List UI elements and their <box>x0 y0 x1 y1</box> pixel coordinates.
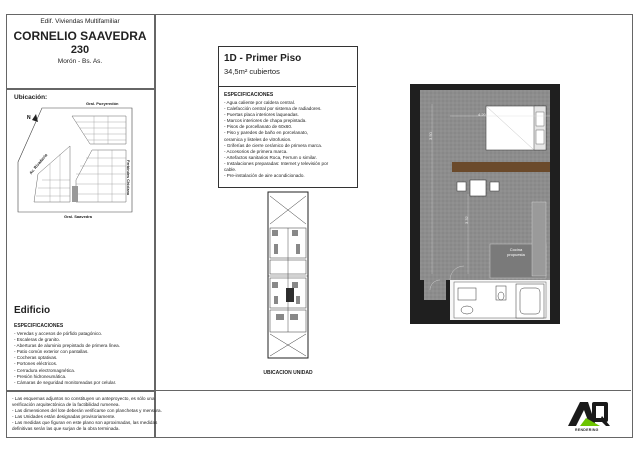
site-plan-caption: UBICACION UNIDAD <box>263 370 313 376</box>
spec-item: - Calefacción central por sistema de radiadores. <box>224 106 322 112</box>
spec-item: - Patio común exterior con pantallas. <box>14 349 89 355</box>
spec-item: - Instalaciones preparadas: Internet y televisión por <box>224 160 329 166</box>
spec-item: - Marcos interiores de chapa prepintada. <box>224 118 307 124</box>
north-label: N <box>27 115 31 121</box>
dim-left: 3.50 <box>428 132 433 140</box>
floor-plan <box>410 84 560 324</box>
spec-item: - Presión hidroneumática. <box>14 373 67 379</box>
project-location: Morón - Bs. As. <box>57 58 103 65</box>
dim-width: 4.20 <box>478 112 486 117</box>
aq-logo <box>566 398 612 432</box>
disclaimer-line: verificación arquitectónica de la factibilidad rumenea. <box>12 402 120 408</box>
spec-item: - Escaleras de granito. <box>14 337 60 343</box>
disclaimer-line: definitivas serán las que surjan de la obra terminada. <box>12 426 120 432</box>
spec-item: - Veredas y accesos de pórfido patagónico. <box>14 331 103 336</box>
dim-center: 3.32 <box>464 216 469 224</box>
location-title: Ubicación: <box>14 94 48 101</box>
logo-sub: RENDERING <box>575 428 599 432</box>
kitchen-label: Cocina propuesta <box>507 247 525 257</box>
disclaimer-line: - Las dimensiones del lote deberán verificarse con planchetas y mensura. <box>12 408 162 414</box>
spec-item: - Pre-instalación de aire acondicionado. <box>224 173 305 179</box>
building-title: Edificio <box>14 305 51 316</box>
project-type: Edif. Viviendas Multifamiliar <box>40 18 120 25</box>
disclaimer-line: - Las Unidades están designadas provisoriamente. <box>12 414 116 420</box>
disclaimer-line: - Las esquemas adjuntos no constituyen un anteproyecto, es sólo una <box>12 396 155 401</box>
spec-item: ceramica y listeles de vitrofusion. <box>224 136 292 142</box>
unit-area: 34,5m² cubiertos <box>224 67 280 76</box>
site-plan <box>262 188 314 363</box>
street-bottom: Gral. Saavedra <box>64 214 93 219</box>
street-right: Ferbindes Chiclana <box>126 160 130 196</box>
street-top: Gral. Pueyrredón <box>86 101 119 106</box>
project-number: 230 <box>70 44 90 56</box>
spec-item: - Cerradura electromagnética. <box>14 367 76 373</box>
spec-item: - Griferías de cierre cerámico de primera marca. <box>224 142 323 148</box>
spec-item: - Portones eléctricos. <box>14 361 58 367</box>
disclaimer-list <box>12 396 162 433</box>
spec-item: - Cocheras optativas. <box>14 355 58 361</box>
spec-item: cable. <box>224 167 237 173</box>
spec-item: - Artefactos sanitarios Roca, Ferrum o similar. <box>224 154 317 160</box>
spec-item: - Pisos de porcellanato de 60x60. <box>224 124 293 130</box>
spec-item: - Puertas placa interiores laqueadas. <box>224 112 299 118</box>
project-name: CORNELIO SAAVEDRA <box>13 29 147 43</box>
building-specs-title: ESPECIFICACIONES <box>14 323 64 329</box>
bottom-divider <box>154 390 631 391</box>
unit-specs-title: ESPECIFICACIONES <box>224 92 274 98</box>
spec-item: - Agua caliente por caldera central. <box>224 100 295 105</box>
disclaimer-line: - Las medidas que figuran en este plano son aproximadas, las medidas <box>12 420 158 426</box>
spec-item: - Aberturas de aluminio prepintado de primera línea. <box>14 343 120 349</box>
street-diagonal: Av. Rivadavia <box>28 152 49 176</box>
spec-item: - Piso y paredes de baño en porcelanato, <box>224 130 309 136</box>
unit-title: 1D - Primer Piso <box>224 53 302 64</box>
spec-item: - Accesorios de primera marca. <box>224 148 288 154</box>
spec-item: - Cámaras de seguridad monitoreadas por celular. <box>14 379 117 385</box>
unit-specs-list <box>224 100 328 179</box>
unit-box-divider <box>218 86 356 87</box>
building-specs-list <box>14 331 120 386</box>
